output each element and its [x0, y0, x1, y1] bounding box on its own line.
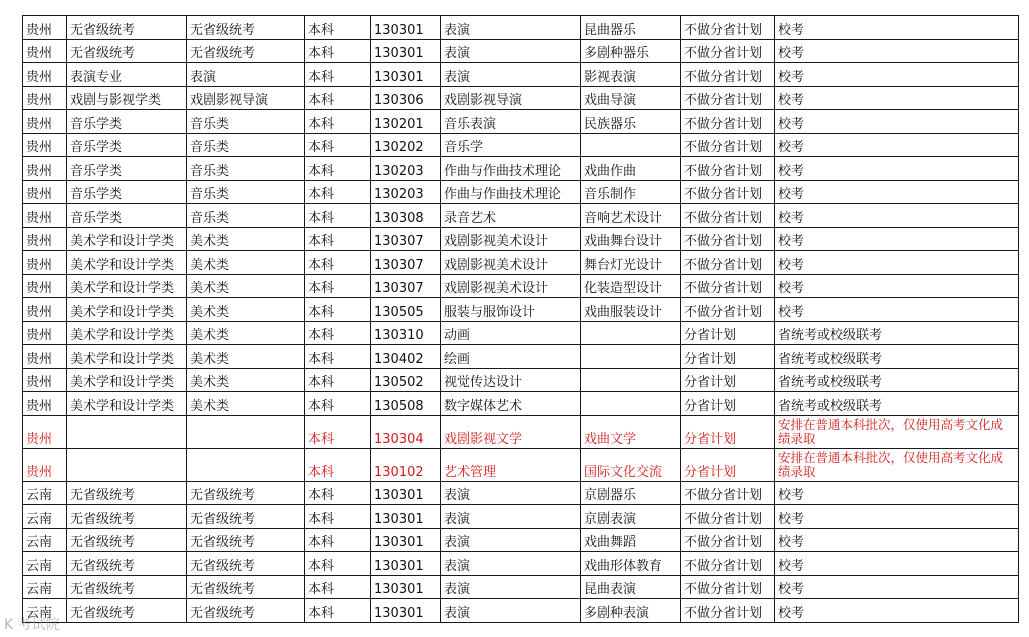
cell-exam-category: 美术学和设计学类 — [67, 392, 187, 416]
cell-plan: 不做分省计划 — [681, 227, 775, 251]
cell-direction: 多剧种表演 — [581, 599, 681, 623]
table-row — [23, 575, 1019, 599]
cell-exam-type: 表演 — [187, 63, 305, 87]
cell-level: 本科 — [305, 392, 371, 416]
cell-major: 表演 — [441, 599, 581, 623]
cell-plan: 不做分省计划 — [681, 157, 775, 181]
cell-level: 本科 — [305, 204, 371, 228]
cell-major: 表演 — [441, 528, 581, 552]
cell-province: 云南 — [23, 599, 67, 623]
cell-exam-category: 美术学和设计学类 — [67, 251, 187, 275]
cell-exam-type: 音乐类 — [187, 180, 305, 204]
cell-exam-method: 校考 — [775, 552, 1019, 576]
cell-exam-type: 美术类 — [187, 298, 305, 322]
cell-level: 本科 — [305, 180, 371, 204]
cell-plan: 不做分省计划 — [681, 575, 775, 599]
cell-province: 贵州 — [23, 274, 67, 298]
cell-province: 云南 — [23, 575, 67, 599]
cell-plan: 不做分省计划 — [681, 39, 775, 63]
cell-major: 音乐表演 — [441, 110, 581, 134]
cell-level: 本科 — [305, 368, 371, 392]
cell-level: 本科 — [305, 16, 371, 40]
cell-exam-method: 校考 — [775, 110, 1019, 134]
cell-exam-type: 无省级统考 — [187, 39, 305, 63]
cell-province: 贵州 — [23, 227, 67, 251]
cell-province: 贵州 — [23, 345, 67, 369]
cell-major: 视觉传达设计 — [441, 368, 581, 392]
cell-exam-method: 校考 — [775, 528, 1019, 552]
cell-major: 戏剧影视美术设计 — [441, 251, 581, 275]
cell-major: 戏剧影视文学 — [441, 415, 581, 448]
cell-exam-category — [67, 415, 187, 448]
cell-exam-type — [187, 415, 305, 448]
table-row — [23, 505, 1019, 529]
cell-level: 本科 — [305, 599, 371, 623]
cell-level: 本科 — [305, 321, 371, 345]
cell-code: 130203 — [371, 157, 441, 181]
cell-plan: 分省计划 — [681, 415, 775, 448]
cell-code: 130306 — [371, 86, 441, 110]
cell-exam-type: 音乐类 — [187, 157, 305, 181]
cell-direction: 多剧种器乐 — [581, 39, 681, 63]
cell-direction: 京剧表演 — [581, 505, 681, 529]
cell-direction: 京剧器乐 — [581, 481, 681, 505]
cell-exam-category — [67, 448, 187, 481]
cell-direction: 戏曲作曲 — [581, 157, 681, 181]
cell-plan: 不做分省计划 — [681, 481, 775, 505]
cell-province: 贵州 — [23, 415, 67, 448]
cell-direction — [581, 392, 681, 416]
cell-level: 本科 — [305, 274, 371, 298]
table-row — [23, 180, 1019, 204]
cell-exam-method: 校考 — [775, 298, 1019, 322]
cell-province: 贵州 — [23, 321, 67, 345]
cell-plan: 不做分省计划 — [681, 298, 775, 322]
cell-direction: 昆曲表演 — [581, 575, 681, 599]
cell-major: 表演 — [441, 552, 581, 576]
cell-code: 130301 — [371, 16, 441, 40]
table-row — [23, 368, 1019, 392]
cell-code: 130301 — [371, 528, 441, 552]
cell-direction: 舞台灯光设计 — [581, 251, 681, 275]
cell-plan: 不做分省计划 — [681, 63, 775, 87]
cell-exam-type: 音乐类 — [187, 110, 305, 134]
cell-exam-category: 无省级统考 — [67, 528, 187, 552]
cell-plan: 分省计划 — [681, 345, 775, 369]
cell-province: 云南 — [23, 481, 67, 505]
table-row — [23, 86, 1019, 110]
cell-major: 表演 — [441, 505, 581, 529]
cell-level: 本科 — [305, 157, 371, 181]
cell-exam-type: 无省级统考 — [187, 505, 305, 529]
cell-code: 130307 — [371, 227, 441, 251]
table-row — [23, 599, 1019, 623]
table-row — [23, 528, 1019, 552]
cell-exam-category: 无省级统考 — [67, 552, 187, 576]
cell-province: 贵州 — [23, 180, 67, 204]
cell-province: 云南 — [23, 528, 67, 552]
cell-exam-method: 校考 — [775, 16, 1019, 40]
cell-exam-method: 校考 — [775, 575, 1019, 599]
cell-province: 贵州 — [23, 204, 67, 228]
cell-exam-method: 校考 — [775, 505, 1019, 529]
cell-level: 本科 — [305, 415, 371, 448]
cell-exam-type: 无省级统考 — [187, 599, 305, 623]
cell-exam-category: 无省级统考 — [67, 505, 187, 529]
cell-level: 本科 — [305, 227, 371, 251]
cell-major: 戏剧影视美术设计 — [441, 274, 581, 298]
cell-exam-category: 无省级统考 — [67, 575, 187, 599]
cell-exam-type: 美术类 — [187, 274, 305, 298]
cell-direction: 戏曲舞台设计 — [581, 227, 681, 251]
cell-province: 贵州 — [23, 448, 67, 481]
table-row — [23, 552, 1019, 576]
cell-level: 本科 — [305, 39, 371, 63]
cell-major: 服装与服饰设计 — [441, 298, 581, 322]
cell-major: 艺术管理 — [441, 448, 581, 481]
cell-exam-type: 美术类 — [187, 321, 305, 345]
cell-level: 本科 — [305, 345, 371, 369]
cell-major: 作曲与作曲技术理论 — [441, 180, 581, 204]
table-row — [23, 16, 1019, 40]
cell-exam-type: 无省级统考 — [187, 481, 305, 505]
cell-exam-category: 美术学和设计学类 — [67, 321, 187, 345]
cell-code: 130502 — [371, 368, 441, 392]
cell-code: 130505 — [371, 298, 441, 322]
cell-province: 贵州 — [23, 368, 67, 392]
cell-level: 本科 — [305, 481, 371, 505]
cell-exam-type: 美术类 — [187, 345, 305, 369]
cell-major: 数字媒体艺术 — [441, 392, 581, 416]
table-row — [23, 481, 1019, 505]
table-row-highlighted — [23, 448, 1019, 481]
table-row — [23, 133, 1019, 157]
cell-direction — [581, 321, 681, 345]
cell-code: 130301 — [371, 63, 441, 87]
cell-exam-category: 音乐学类 — [67, 180, 187, 204]
cell-level: 本科 — [305, 110, 371, 134]
cell-major: 录音艺术 — [441, 204, 581, 228]
cell-exam-category: 音乐学类 — [67, 204, 187, 228]
cell-code: 130307 — [371, 274, 441, 298]
table-row — [23, 63, 1019, 87]
cell-exam-type: 戏剧影视导演 — [187, 86, 305, 110]
table-row — [23, 251, 1019, 275]
cell-level: 本科 — [305, 505, 371, 529]
cell-exam-type: 音乐类 — [187, 204, 305, 228]
cell-exam-method: 校考 — [775, 227, 1019, 251]
table-row — [23, 157, 1019, 181]
cell-plan: 不做分省计划 — [681, 110, 775, 134]
cell-major: 戏剧影视美术设计 — [441, 227, 581, 251]
cell-exam-type: 无省级统考 — [187, 16, 305, 40]
cell-exam-category: 表演专业 — [67, 63, 187, 87]
cell-plan: 不做分省计划 — [681, 16, 775, 40]
cell-exam-method: 校考 — [775, 157, 1019, 181]
cell-level: 本科 — [305, 86, 371, 110]
cell-plan: 不做分省计划 — [681, 274, 775, 298]
cell-exam-type: 美术类 — [187, 227, 305, 251]
cell-plan: 不做分省计划 — [681, 251, 775, 275]
cell-plan: 不做分省计划 — [681, 86, 775, 110]
cell-province: 贵州 — [23, 251, 67, 275]
cell-exam-method: 省统考或校级联考 — [775, 368, 1019, 392]
cell-plan: 不做分省计划 — [681, 133, 775, 157]
cell-level: 本科 — [305, 133, 371, 157]
cell-level: 本科 — [305, 552, 371, 576]
cell-direction: 戏曲文学 — [581, 415, 681, 448]
cell-level: 本科 — [305, 251, 371, 275]
table-row — [23, 227, 1019, 251]
cell-exam-type: 美术类 — [187, 392, 305, 416]
cell-direction: 戏曲舞蹈 — [581, 528, 681, 552]
cell-province: 贵州 — [23, 133, 67, 157]
admissions-table — [22, 15, 1019, 623]
cell-major: 绘画 — [441, 345, 581, 369]
cell-exam-type: 美术类 — [187, 368, 305, 392]
cell-major: 戏剧影视导演 — [441, 86, 581, 110]
cell-exam-method: 省统考或校级联考 — [775, 392, 1019, 416]
cell-plan: 分省计划 — [681, 321, 775, 345]
cell-exam-category: 音乐学类 — [67, 110, 187, 134]
cell-province: 贵州 — [23, 63, 67, 87]
cell-code: 130304 — [371, 415, 441, 448]
cell-province: 贵州 — [23, 110, 67, 134]
cell-code: 130301 — [371, 505, 441, 529]
cell-province: 贵州 — [23, 298, 67, 322]
cell-code: 130310 — [371, 321, 441, 345]
cell-code: 130203 — [371, 180, 441, 204]
cell-exam-method: 校考 — [775, 204, 1019, 228]
cell-direction: 音乐制作 — [581, 180, 681, 204]
cell-code: 130301 — [371, 575, 441, 599]
cell-direction — [581, 345, 681, 369]
table-row-highlighted — [23, 415, 1019, 448]
cell-direction: 戏曲服装设计 — [581, 298, 681, 322]
table-body — [23, 16, 1019, 623]
cell-exam-category: 美术学和设计学类 — [67, 298, 187, 322]
cell-exam-type: 美术类 — [187, 251, 305, 275]
cell-major: 表演 — [441, 481, 581, 505]
cell-major: 表演 — [441, 39, 581, 63]
cell-exam-category: 无省级统考 — [67, 599, 187, 623]
cell-major: 作曲与作曲技术理论 — [441, 157, 581, 181]
cell-code: 130301 — [371, 39, 441, 63]
cell-code: 130102 — [371, 448, 441, 481]
cell-exam-method: 校考 — [775, 251, 1019, 275]
cell-exam-category: 戏剧与影视学类 — [67, 86, 187, 110]
cell-direction: 戏曲导演 — [581, 86, 681, 110]
cell-plan: 不做分省计划 — [681, 180, 775, 204]
cell-exam-category: 美术学和设计学类 — [67, 274, 187, 298]
cell-exam-category: 音乐学类 — [67, 157, 187, 181]
watermark-logo: K 考试院 — [4, 617, 60, 633]
cell-exam-method: 校考 — [775, 86, 1019, 110]
cell-direction: 昆曲器乐 — [581, 16, 681, 40]
cell-province: 贵州 — [23, 392, 67, 416]
cell-exam-method: 校考 — [775, 274, 1019, 298]
cell-direction: 音响艺术设计 — [581, 204, 681, 228]
cell-direction — [581, 368, 681, 392]
cell-direction: 戏曲形体教育 — [581, 552, 681, 576]
cell-exam-type: 音乐类 — [187, 133, 305, 157]
cell-code: 130508 — [371, 392, 441, 416]
cell-plan: 不做分省计划 — [681, 528, 775, 552]
cell-plan: 不做分省计划 — [681, 204, 775, 228]
table-row — [23, 392, 1019, 416]
cell-code: 130301 — [371, 599, 441, 623]
table-row — [23, 274, 1019, 298]
cell-exam-method: 校考 — [775, 180, 1019, 204]
cell-direction: 化装造型设计 — [581, 274, 681, 298]
cell-province: 贵州 — [23, 157, 67, 181]
cell-code: 130301 — [371, 552, 441, 576]
cell-province: 贵州 — [23, 16, 67, 40]
cell-code: 130307 — [371, 251, 441, 275]
cell-exam-method: 校考 — [775, 39, 1019, 63]
table-row — [23, 321, 1019, 345]
cell-exam-method: 校考 — [775, 481, 1019, 505]
cell-exam-method: 校考 — [775, 133, 1019, 157]
cell-exam-category: 美术学和设计学类 — [67, 227, 187, 251]
cell-exam-type: 无省级统考 — [187, 528, 305, 552]
cell-exam-category: 无省级统考 — [67, 481, 187, 505]
cell-exam-category: 美术学和设计学类 — [67, 368, 187, 392]
table-row — [23, 345, 1019, 369]
cell-exam-type: 无省级统考 — [187, 552, 305, 576]
cell-exam-type: 无省级统考 — [187, 575, 305, 599]
cell-plan: 分省计划 — [681, 392, 775, 416]
cell-plan: 不做分省计划 — [681, 552, 775, 576]
cell-direction: 国际文化交流 — [581, 448, 681, 481]
cell-level: 本科 — [305, 575, 371, 599]
cell-major: 表演 — [441, 575, 581, 599]
cell-level: 本科 — [305, 448, 371, 481]
cell-code: 130201 — [371, 110, 441, 134]
cell-level: 本科 — [305, 528, 371, 552]
cell-exam-category: 音乐学类 — [67, 133, 187, 157]
cell-code: 130301 — [371, 481, 441, 505]
cell-exam-method: 校考 — [775, 63, 1019, 87]
cell-plan: 不做分省计划 — [681, 599, 775, 623]
table-row — [23, 110, 1019, 134]
cell-province: 云南 — [23, 505, 67, 529]
table-row — [23, 298, 1019, 322]
cell-exam-category: 无省级统考 — [67, 39, 187, 63]
cell-code: 130202 — [371, 133, 441, 157]
cell-province: 贵州 — [23, 39, 67, 63]
cell-exam-method: 安排在普通本科批次，仅使用高考文化成绩录取 — [775, 448, 1019, 481]
cell-plan: 分省计划 — [681, 448, 775, 481]
table-row — [23, 39, 1019, 63]
cell-exam-type — [187, 448, 305, 481]
cell-level: 本科 — [305, 63, 371, 87]
cell-plan: 分省计划 — [681, 368, 775, 392]
cell-exam-method: 安排在普通本科批次，仅使用高考文化成绩录取 — [775, 415, 1019, 448]
cell-exam-category: 美术学和设计学类 — [67, 345, 187, 369]
cell-code: 130308 — [371, 204, 441, 228]
cell-major: 动画 — [441, 321, 581, 345]
cell-province: 贵州 — [23, 86, 67, 110]
cell-exam-method: 省统考或校级联考 — [775, 345, 1019, 369]
cell-level: 本科 — [305, 298, 371, 322]
cell-plan: 不做分省计划 — [681, 505, 775, 529]
cell-province: 云南 — [23, 552, 67, 576]
cell-exam-method: 校考 — [775, 599, 1019, 623]
table-row — [23, 204, 1019, 228]
cell-exam-category: 无省级统考 — [67, 16, 187, 40]
cell-major: 表演 — [441, 63, 581, 87]
cell-direction: 民族器乐 — [581, 110, 681, 134]
cell-direction: 影视表演 — [581, 63, 681, 87]
cell-code: 130402 — [371, 345, 441, 369]
cell-major: 表演 — [441, 16, 581, 40]
cell-major: 音乐学 — [441, 133, 581, 157]
cell-exam-method: 省统考或校级联考 — [775, 321, 1019, 345]
cell-direction — [581, 133, 681, 157]
